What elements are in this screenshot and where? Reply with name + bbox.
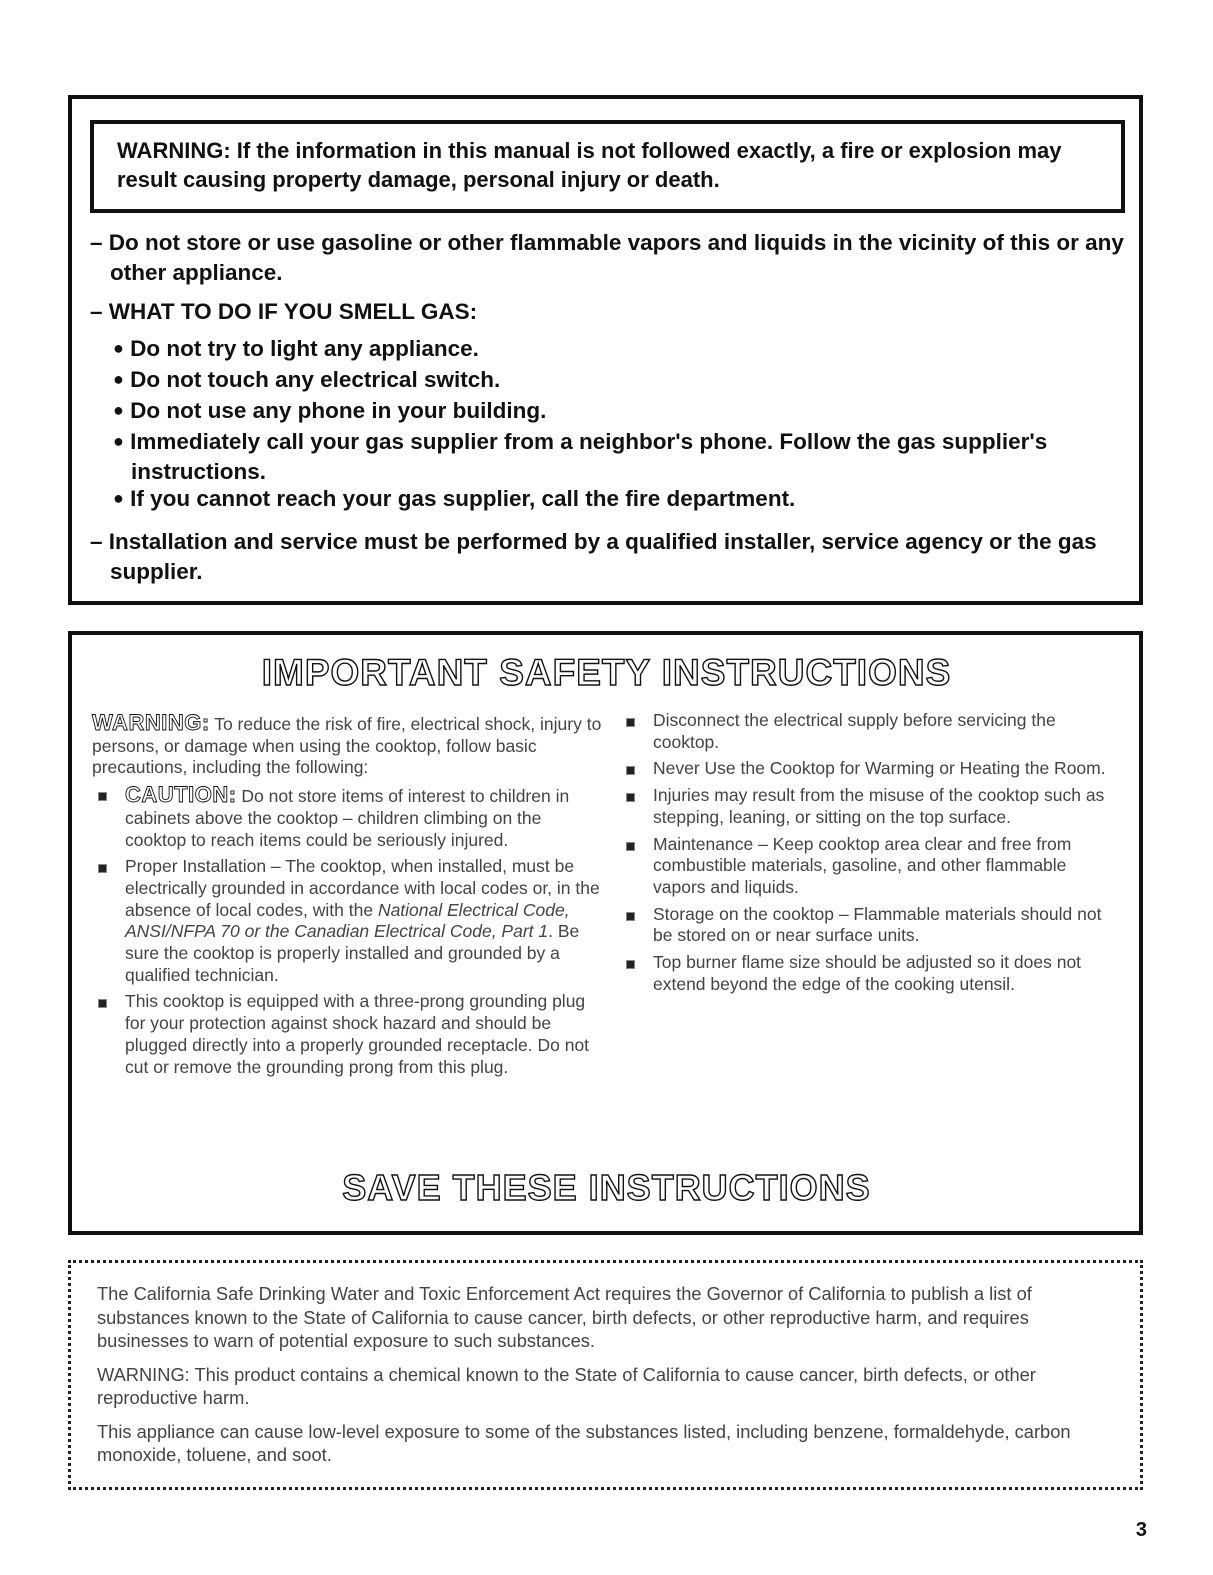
item-text: Storage on the cooktop – Flammable materials should not be stored on or near surface units. (653, 903, 1102, 946)
california-paragraph: This appliance can cause low-level exposure to some of the substances listed, including benzene, formaldehyde, carbon monoxide, toluene, and soot. (97, 1420, 1071, 1465)
bullet-dot-icon: ● (113, 369, 124, 389)
gas-warning-bullet (113, 333, 1141, 364)
gas-warning-bullet (113, 426, 1141, 487)
square-bullet-icon (626, 912, 635, 921)
save-instructions-footer: SAVE THESE INSTRUCTIONS (342, 1167, 871, 1208)
safety-right-item (620, 758, 1115, 780)
safety-item-caution (92, 784, 602, 851)
gas-warning-bullet (113, 483, 1141, 514)
bullet-text: If you cannot reach your gas supplier, call the fire department. (130, 486, 796, 511)
gas-warning-bullet (113, 364, 1141, 395)
safety-left-column (92, 712, 602, 1078)
square-bullet-icon (626, 842, 635, 851)
item-text: Disconnect the electrical supply before servicing the cooktop. (653, 710, 1056, 752)
safety-item-grounding (92, 991, 602, 1078)
california-paragraph: WARNING: This product contains a chemical known to the State of California to cause cancer, birth defects, or other reproductive harm. (97, 1363, 1036, 1408)
item-text: Never Use the Cooktop for Warming or Heating the Room. (653, 758, 1106, 779)
safety-right-item (620, 785, 1115, 828)
bullet-dot-icon: ● (113, 400, 124, 420)
bullet-dot-icon: ● (113, 338, 124, 358)
bullet-text: Do not try to light any appliance. (130, 336, 479, 361)
safety-right-column (620, 710, 1115, 995)
bullet-text: Immediately call your gas supplier from a neighbor's phone. Follow the gas supplier's instructions. (130, 429, 1048, 484)
item-text: Maintenance – Keep cooktop area clear and free from combustible materials, gasoline, and other flammable vapors and liquids. (653, 833, 1072, 897)
gas-warning-item: – WHAT TO DO IF YOU SMELL GAS: (90, 299, 478, 324)
square-bullet-icon (98, 864, 107, 873)
install-text-italic: National Electrical Code, ANSI/NFPA 70 or the Canadian Electrical Code, Part 1 (125, 899, 570, 942)
caution-lead: CAUTION: (125, 782, 237, 808)
safety-right-item (620, 834, 1115, 899)
square-bullet-icon (626, 718, 635, 727)
square-bullet-icon (98, 792, 107, 801)
intro-text: To reduce the risk of fire, electrical shock, injury to persons, or damage when using the cooktop, follow basic precautions, including the following: (92, 714, 602, 778)
item-text: Injuries may result from the misuse of the cooktop such as stepping, leaning, or sitting on the top surface. (653, 785, 1105, 827)
caution-text: Do not store items of interest to children in cabinets above the cooktop – children climbing on the cooktop to reach items could be seriously injured. (125, 786, 570, 850)
warning-lead: WARNING: (92, 710, 210, 735)
safety-right-item (620, 710, 1115, 753)
square-bullet-icon (626, 766, 635, 775)
safety-right-item (620, 952, 1115, 995)
gas-warning-bullet (113, 395, 1141, 426)
grounding-text: This cooktop is equipped with a three-prong grounding plug for your protection against shock hazard and should be plugged directly into a properly grounded receptacle. Do not cut or remove the grounding prong from this plug. (125, 991, 590, 1077)
gas-warning-item: – Do not store or use gasoline or other flammable vapors and liquids in the vicinity of this or any other appliance. (90, 230, 1124, 285)
page-number: 3 (1135, 1519, 1147, 1541)
bullet-dot-icon: ● (113, 431, 124, 451)
safety-right-item (620, 904, 1115, 947)
square-bullet-icon (626, 960, 635, 969)
california-paragraph: The California Safe Drinking Water and Toxic Enforcement Act requires the Governor of California to publish a list of substances known to the State of California to cause cancer, birth defects, or other reproductive harm, and requires businesses to warn of potential exposure to such substances. (97, 1283, 1032, 1351)
bullet-dot-icon: ● (113, 488, 124, 508)
safety-item-installation (92, 856, 602, 986)
install-text-a: Proper Installation – The cooktop, when installed, must be electrically grounded in accordance with local codes or, in the absence of local codes, with the (125, 856, 600, 920)
bullet-text: Do not use any phone in your building. (130, 398, 547, 423)
install-text-b: . Be sure the cooktop is properly installed and grounded by a qualified technician. (125, 921, 580, 985)
safety-title: IMPORTANT SAFETY INSTRUCTIONS (261, 652, 952, 693)
gas-warning-header: WARNING: If the information in this manual is not followed exactly, a fire or explosion may result causing property damage, personal injury or death. (117, 138, 1062, 192)
bullet-text: Do not touch any electrical switch. (130, 367, 501, 392)
square-bullet-icon (626, 793, 635, 802)
california-notice (97, 1282, 1117, 1477)
square-bullet-icon (98, 999, 107, 1008)
gas-warning-item: – Installation and service must be performed by a qualified installer, service agency or the gas supplier. (90, 529, 1097, 584)
safety-intro (92, 712, 602, 779)
item-text: Top burner flame size should be adjusted so it does not extend beyond the edge of the cooking utensil. (653, 952, 1082, 994)
